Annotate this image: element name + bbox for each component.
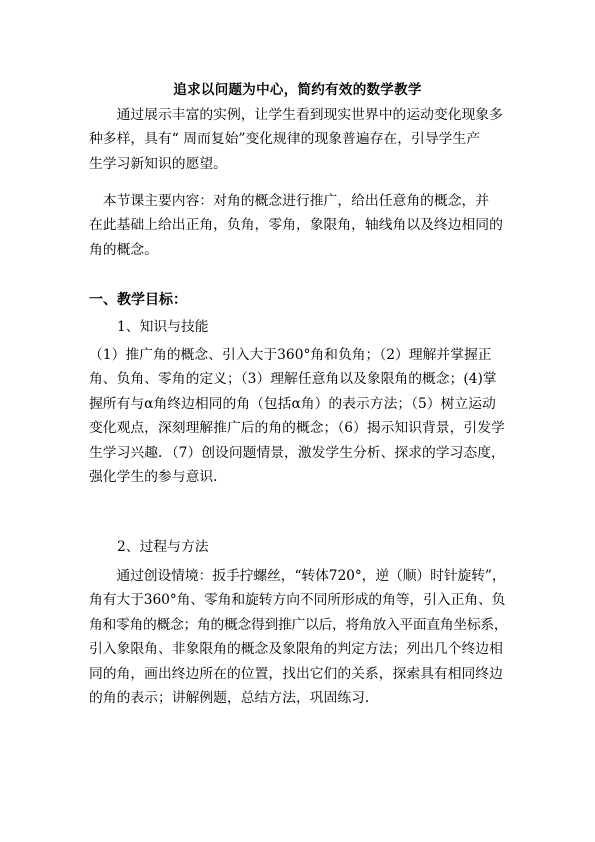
paragraph-line: 变化观点，深刻理解推广后的角的概念；（6）揭示知识背景，引发学 xyxy=(89,420,505,437)
content-paragraph xyxy=(89,189,507,262)
paragraph-line: 的角的表示；讲解例题，总结方法，巩固练习． xyxy=(89,690,379,707)
paragraph-line: 强化学生的参与意识． xyxy=(89,469,227,486)
paragraph-line: 角和零角的概念；角的概念得到推广以后，将角放入平面直角坐标系， xyxy=(89,616,507,633)
paragraph-line: 本节课主要内容：对角的概念进行推广，给出任意角的概念，并 xyxy=(89,193,490,209)
paragraph-line: 通过创设情境：扳手拧螺丝，“转体720°，逆（顺）时针旋转”， xyxy=(89,568,506,584)
paragraph-line: 生学习新知识的愿望。 xyxy=(89,155,227,172)
paragraph-line: 引入象限角、非象限角的概念及象限角的判定方法；列出几个终边相 xyxy=(89,641,503,658)
document-title: 追求以问题为中心，简约有效的数学教学 xyxy=(173,82,422,98)
subheading-process-methods: 2、过程与方法 xyxy=(117,539,209,555)
paragraph-line: 通过展示丰富的实例，让学生看到现实世界中的运动变化现象多 xyxy=(89,107,503,123)
paragraph-line: 握所有与α角终边相同的角（包括α角）的表示方法；（5）树立运动 xyxy=(89,395,496,412)
paragraph-line: 生学习兴趣．（7）创设问题情景，激发学生分析、探求的学习态度， xyxy=(89,444,505,461)
paragraph-line: 在此基础上给出正角，负角，零角，象限角，轴线角以及终边相同的 xyxy=(89,217,503,234)
paragraph-line: 种多样，具有“ 周而复始”变化规律的现象普遍存在，引导学生产 xyxy=(89,131,481,148)
knowledge-paragraph xyxy=(89,343,507,489)
subheading-knowledge-skills: 1、知识与技能 xyxy=(117,319,209,335)
paragraph-line: 角的概念。 xyxy=(89,241,158,258)
paragraph-line: 角有大于360°角、零角和旋转方向不同所形成的角等，引入正角、负 xyxy=(89,592,506,609)
paragraph-line: 同的角，画出终边所在的位置，找出它们的关系，探索具有相同终边 xyxy=(89,665,503,682)
section-heading-teaching-goals: 一、教学目标： xyxy=(89,292,187,308)
paragraph-line: 角、负角、零角的定义；（3）理解任意角以及象限角的概念；(4)掌 xyxy=(89,371,497,388)
process-paragraph xyxy=(89,564,507,710)
intro-paragraph xyxy=(89,103,507,176)
paragraph-line: （1）推广角的概念、引入大于360°角和负角；（2）理解并掌握正 xyxy=(89,347,492,363)
